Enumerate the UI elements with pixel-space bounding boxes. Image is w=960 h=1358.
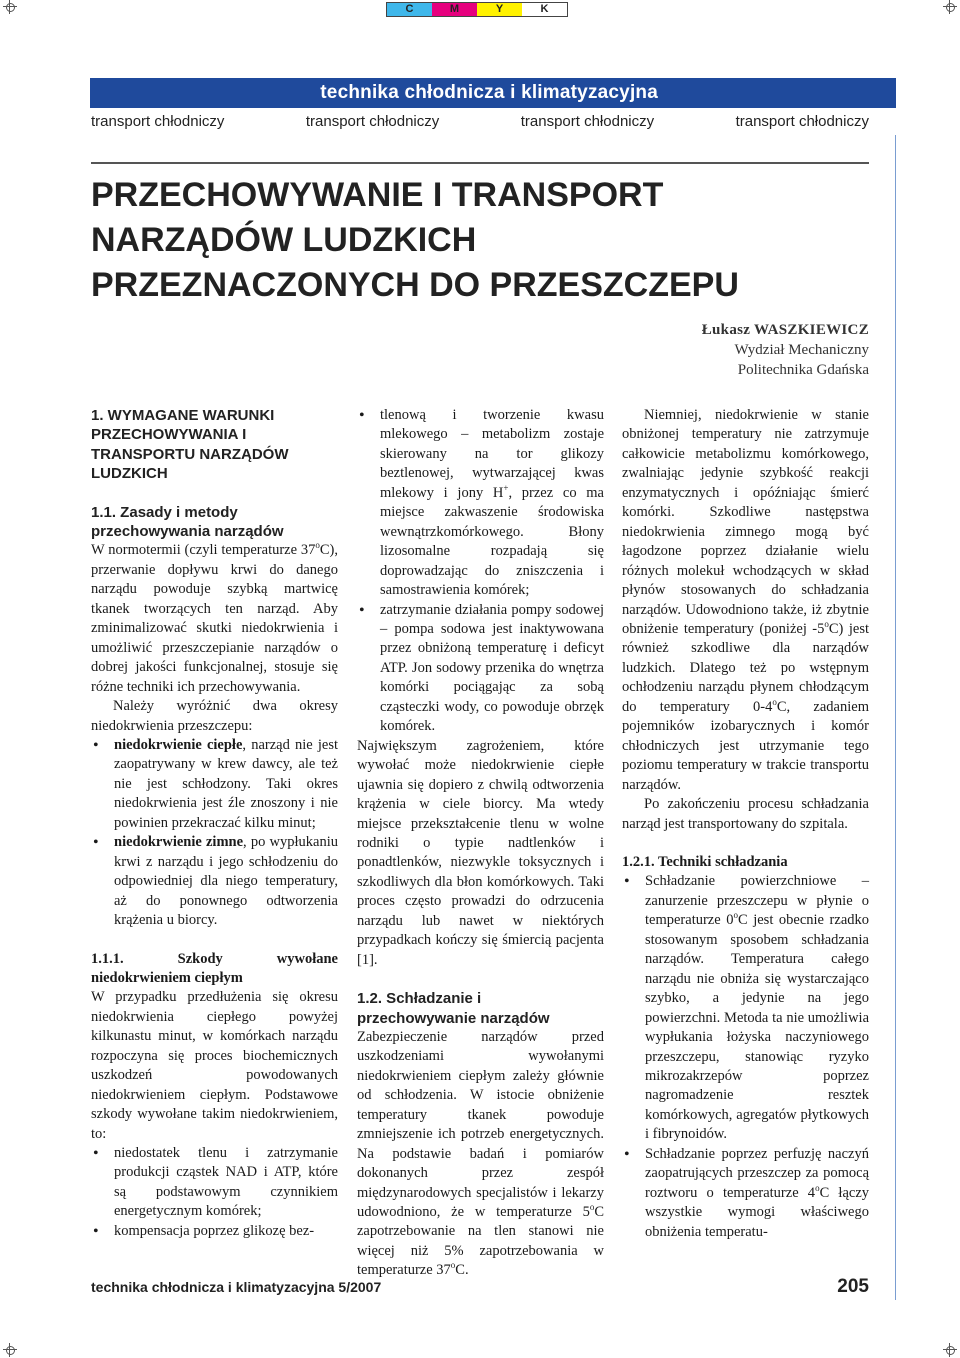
text-column-2 <box>357 406 604 1281</box>
journal-banner <box>90 78 896 108</box>
subheader-label: transport chłodniczy <box>305 113 440 130</box>
subheader-label: transport chłodniczy <box>91 113 225 130</box>
paragraph: Największym zagrożeniem, które wywołać może niedokrwienie ciepłe ujawnia się dopiero z chwilą odtworzenia krążenia w ciele biorcy. Ma wtedy miejsce przekształcenie tlenu w wolne rodniki o typie nadtlenków i ponadtlenków, niezwykle toksycznych i szkodliwych dla błon komórkowych. Taki proces często prowadzi do odrzucenia narządu lub nawet w niektórych przypadkach kończy się śmiercią pacjenta [1]. <box>357 737 604 968</box>
page-footer <box>91 1276 869 1298</box>
bullet-list <box>357 406 604 601</box>
paragraph: W przypadku przedłużenia się okresu niedokrwienia ciepłego powyżej kilkunastu minut, w komórkach narządu rozpoczyna się proces biochemicznych uszkodzeń powodowanych niedokrwieniem ciepłym. Podstawowe szkody wywołane takim niedokrwieniem, to: <box>91 989 338 1142</box>
paragraph: Należy wyróżnić dwa okresy niedokrwienia przeszczepu: <box>91 698 338 734</box>
subsubsection-heading: 1.1.1. Szkody wywołane niedokrwieniem ciepłym <box>91 950 338 986</box>
footer-journal: technika chłodnicza i klimatyzacyjna 5/2007 <box>91 1279 382 1295</box>
cmyk-black: K <box>522 3 567 16</box>
page-number: 205 <box>837 1276 869 1297</box>
list-item: • niedokrwienie zimne, po wypłukaniu krwi z narządu i jego schłodzeniu do odpowiedniej dla niego temperatury, aż do ponownego odtworzenia krążenia u biorcy. <box>91 833 338 930</box>
paragraph: Zabezpieczenie narządów przed uszkodzeniami wywołanymi niedokrwieniem ciepłym zależy głównie od schłodzenia. W istocie obniżenie temperatury tkanek powoduje zmniejszenie ich potrzeb energetycznych. Na podstawie badań i pomiarów dokonanych przez zespół międzynarodowych specjalistów i lekarzy udowodniono, że w temperaturze 5$^o$C zapotrzebowanie na tlen stanowi nie więcej niż 5% zapotrzebowania w temperaturze 37$^o$C. <box>357 1028 604 1279</box>
cmyk-color-bar <box>386 2 568 17</box>
list-item: • Schładzanie poprzez perfuzję naczyń zaopatrujących przeszczep za pomocą roztworu o temperaturze 4$^o$C łączy wszystkie wymogi właściwego obniżenia temperatu- <box>622 1145 869 1242</box>
registration-mark-icon <box>943 1343 957 1357</box>
author-name: Łukasz WASZKIEWICZ <box>701 322 869 338</box>
paragraph: Niemniej, niedokrwienie w stanie obniżonej temperatury nie zatrzymuje całkowicie metabolizmu komórkowego, zwalniając jedynie szybkość reakcji enzymatycznych i opóźniając śmierć komórki. Szkodliwe następstwa niedokrwienia zimnego mogą być łagodzone poprzez działanie wielu różnych molekuł wchodzących w skład płynów stosowanych do schładzania narządów. Udowodniono także, iż zbytnie obniżenie temperatury (poniżej -5$^o$C) jest również szkodliwe dla narządów ludzkich. Dlatego też po wstępnym ochłodzeniu narządu płynem chłodzącym do temperatury 0-4$^o$C, zadaniem pojemników izobarycznych i komór chłodniczych jest utrzymanie tego poziomu temperatury w trakcie transportu narządów. <box>622 407 869 793</box>
list-item: • Schładzanie powierzchniowe – zanurzenie przeszczepu w płynie o temperaturze 0$^o$C jest obecnie rzadko stosowanym sposobem schładzania narządów. Temperatura całego narządu nie obniża się wystarczająco szybko, a jedynie na jego powierzchni. Metoda ta nie umożliwia wypłukania łożyska naczyniowego przeszczepu, stanowiąc ryzyko mikrozakrzepów poprzez nagromadzenie resztek komórkowych, agregatów płytkowych i fibrynoidów. <box>622 872 869 1144</box>
title-line: PRZECHOWYWANIE I TRANSPORT <box>91 176 664 214</box>
list-item: • kompensacja poprzez glikozę bez- <box>91 1222 338 1241</box>
section-heading: 1. WYMAGANE WARUNKI PRZECHOWYWANIA I TRANSPORTU NARZĄDÓW LUDZKICH <box>91 407 289 483</box>
subheader-label: transport chłodniczy <box>735 113 869 130</box>
article-title <box>91 173 739 308</box>
text-column-1 <box>91 406 338 1241</box>
banner-title: technika chłodnicza i klimatyzacyjna <box>320 82 658 103</box>
author-block <box>702 320 869 380</box>
list-item-continued: • tlenową i tworzenie kwasu mlekowego – metabolizm zostaje skierowany na tor glikozy beztlenowej, wytwarzającej kwas mlekowy i jony H+, przez co ma miejsce zakwaszenie środowiska wewnątrzkomórkowego. Błony lizosomalne rozpadają się doprowadzając do zniszczenia i samostrawienia komórek; <box>357 406 604 601</box>
registration-mark-icon <box>3 0 17 14</box>
registration-mark-icon <box>943 0 957 14</box>
list-item: • niedokrwienie ciepłe, narząd nie jest zaopatrywany w krew dawcy, ale też nie jest schłodzony. Taki okres niedokrwienia jest źle znoszony i nie powinien przekraczać kilku minut; <box>91 736 338 833</box>
bullet-list <box>357 601 604 737</box>
author-affiliation: Wydział Mechaniczny <box>734 342 869 358</box>
author-affiliation: Politechnika Gdańska <box>737 362 869 378</box>
registration-mark-icon <box>3 1343 17 1357</box>
subheader-label: transport chłodniczy <box>520 113 655 130</box>
title-line: PRZEZNACZONYCH DO PRZESZCZEPU <box>91 266 739 304</box>
subsection-heading: 1.2. Schładzanie i przechowywanie narządów <box>357 990 550 1027</box>
paragraph: W normotermii (czyli temperaturze 37$^o$C), przerwanie dopływu krwi do danego narządu powoduje szybką martwicę tkanek tworzących ten narząd. Aby zminimalizować skutki niedokrwienia i umożliwić przeszczepianie narządów o dobrej jakości funkcjonalnej, stosuje się różne techniki ich przechowywania. <box>91 540 338 695</box>
list-item: • zatrzymanie działania pompy sodowej – pompa sodowa jest inaktywowana przez obniżoną temperaturę i deficyt ATP. Jon sodowy przenika do wnętrza komórki pociągając za sobą cząsteczki wody, co powoduje obrzęk komórek. <box>357 601 604 737</box>
bullet-list <box>91 736 338 931</box>
text-column-3 <box>622 406 869 1242</box>
margin-rule <box>895 135 896 1300</box>
section-subheader <box>91 112 869 132</box>
list-item: • niedostatek tlenu i zatrzymanie produkcji cząstek NAD i ATP, które są podstawowym czynnikiem energetycznym komórek; <box>91 1144 338 1222</box>
bullet-list <box>91 1144 338 1241</box>
bullet-list <box>622 872 869 1242</box>
header-rule <box>91 162 869 164</box>
cmyk-cyan: C <box>387 3 432 16</box>
cmyk-magenta: M <box>432 3 477 16</box>
title-line: NARZĄDÓW LUDZKICH <box>91 221 477 259</box>
subsubsection-heading: 1.2.1. Techniki schładzania <box>622 853 788 870</box>
cmyk-yellow: Y <box>477 3 522 16</box>
subsection-heading: 1.1. Zasady i metody przechowywania narządów <box>91 503 284 541</box>
paragraph: Po zakończeniu procesu schładzania narząd jest transportowany do szpitala. <box>622 796 869 832</box>
